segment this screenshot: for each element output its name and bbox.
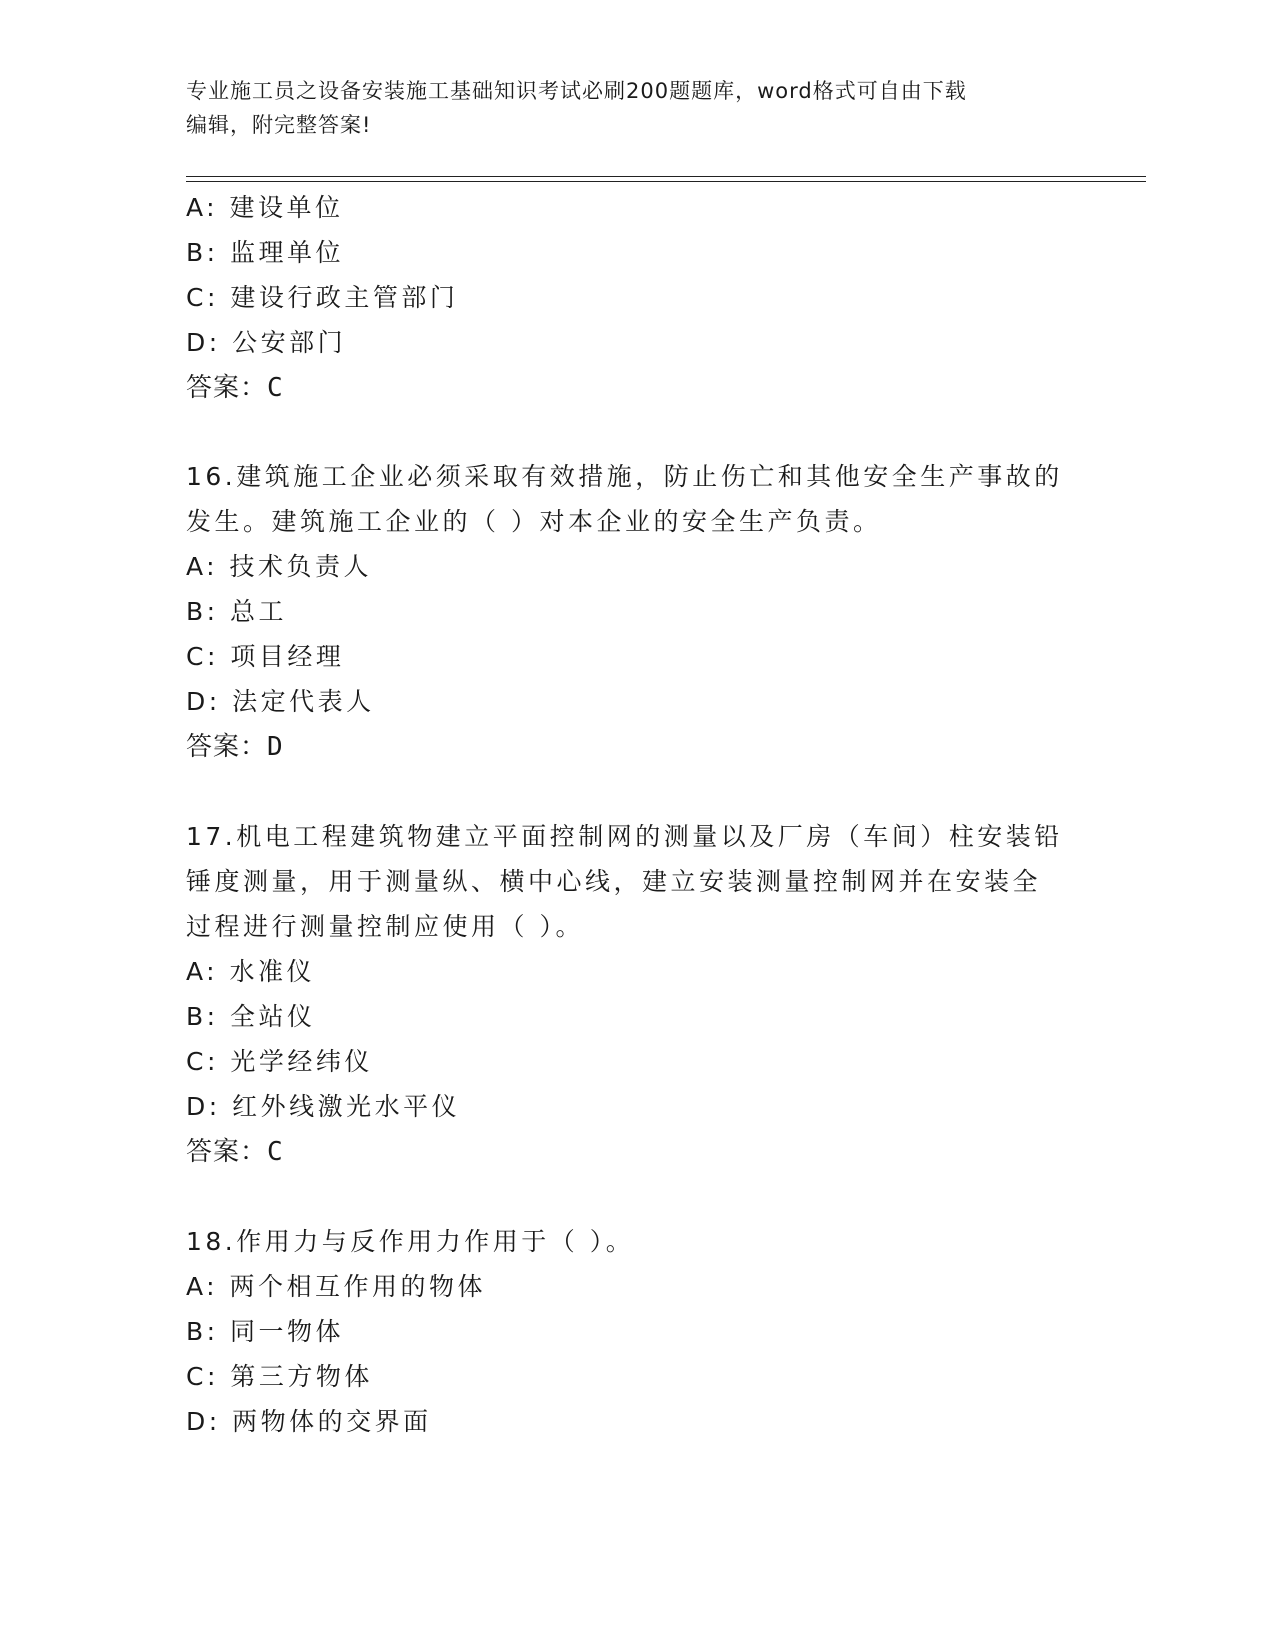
q16-answer [186, 732, 284, 762]
header-divider-top [186, 176, 1146, 177]
q16-stem-line-1: 16.建筑施工企业必须采取有效措施，防止伤亡和其他安全生产事故的 [186, 462, 1063, 491]
q15-answer-label: 答案： [186, 373, 268, 403]
q17-option-c: C: 光学经纬仪 [186, 1047, 373, 1076]
q18-stem-line-1: 18.作用力与反作用力作用于（ ）。 [186, 1227, 635, 1256]
q16-option-a: A: 技术负责人 [186, 552, 373, 581]
q15-option-a: A: 建设单位 [186, 193, 344, 222]
q18-option-d: D: 两物体的交界面 [186, 1407, 432, 1436]
q17-answer-label: 答案： [186, 1137, 268, 1167]
q15-answer-value: C [267, 373, 284, 403]
q16-option-b: B: 总工 [186, 597, 288, 626]
q17-answer [186, 1137, 284, 1167]
q15-option-d: D: 公安部门 [186, 328, 347, 357]
q15-answer [186, 373, 284, 403]
document-header [186, 74, 1066, 142]
q17-option-b: B: 全站仪 [186, 1002, 316, 1031]
q17-stem-line-3: 过程进行测量控制应使用（ ）。 [186, 912, 584, 941]
q17-stem-line-2: 锤度测量，用于测量纵、横中心线，建立安装测量控制网并在安装全 [186, 867, 1042, 896]
q16-answer-label: 答案： [186, 732, 268, 762]
header-title-line-2: 编辑，附完整答案! [186, 113, 372, 137]
q15-option-c: C: 建设行政主管部门 [186, 283, 459, 312]
header-title-line-1: 专业施工员之设备安装施工基础知识考试必刷200题题库，word格式可自由下载 [186, 79, 967, 103]
q17-stem-line-1: 17.机电工程建筑物建立平面控制网的测量以及厂房（车间）柱安装铅 [186, 822, 1063, 851]
q18-option-b: B: 同一物体 [186, 1317, 345, 1346]
q17-option-d: D: 红外线激光水平仪 [186, 1092, 461, 1121]
q16-stem-line-2: 发生。建筑施工企业的（ ）对本企业的安全生产负责。 [186, 507, 882, 536]
q18-option-a: A: 两个相互作用的物体 [186, 1272, 487, 1301]
q16-option-d: D: 法定代表人 [186, 687, 375, 716]
q16-answer-value: D [267, 732, 284, 762]
q18-option-c: C: 第三方物体 [186, 1362, 373, 1391]
q15-option-b: B: 监理单位 [186, 238, 345, 267]
q16-option-c: C: 项目经理 [186, 642, 345, 671]
q17-option-a: A: 水准仪 [186, 957, 316, 986]
header-divider-bottom [186, 181, 1146, 182]
q17-answer-value: C [267, 1137, 284, 1167]
